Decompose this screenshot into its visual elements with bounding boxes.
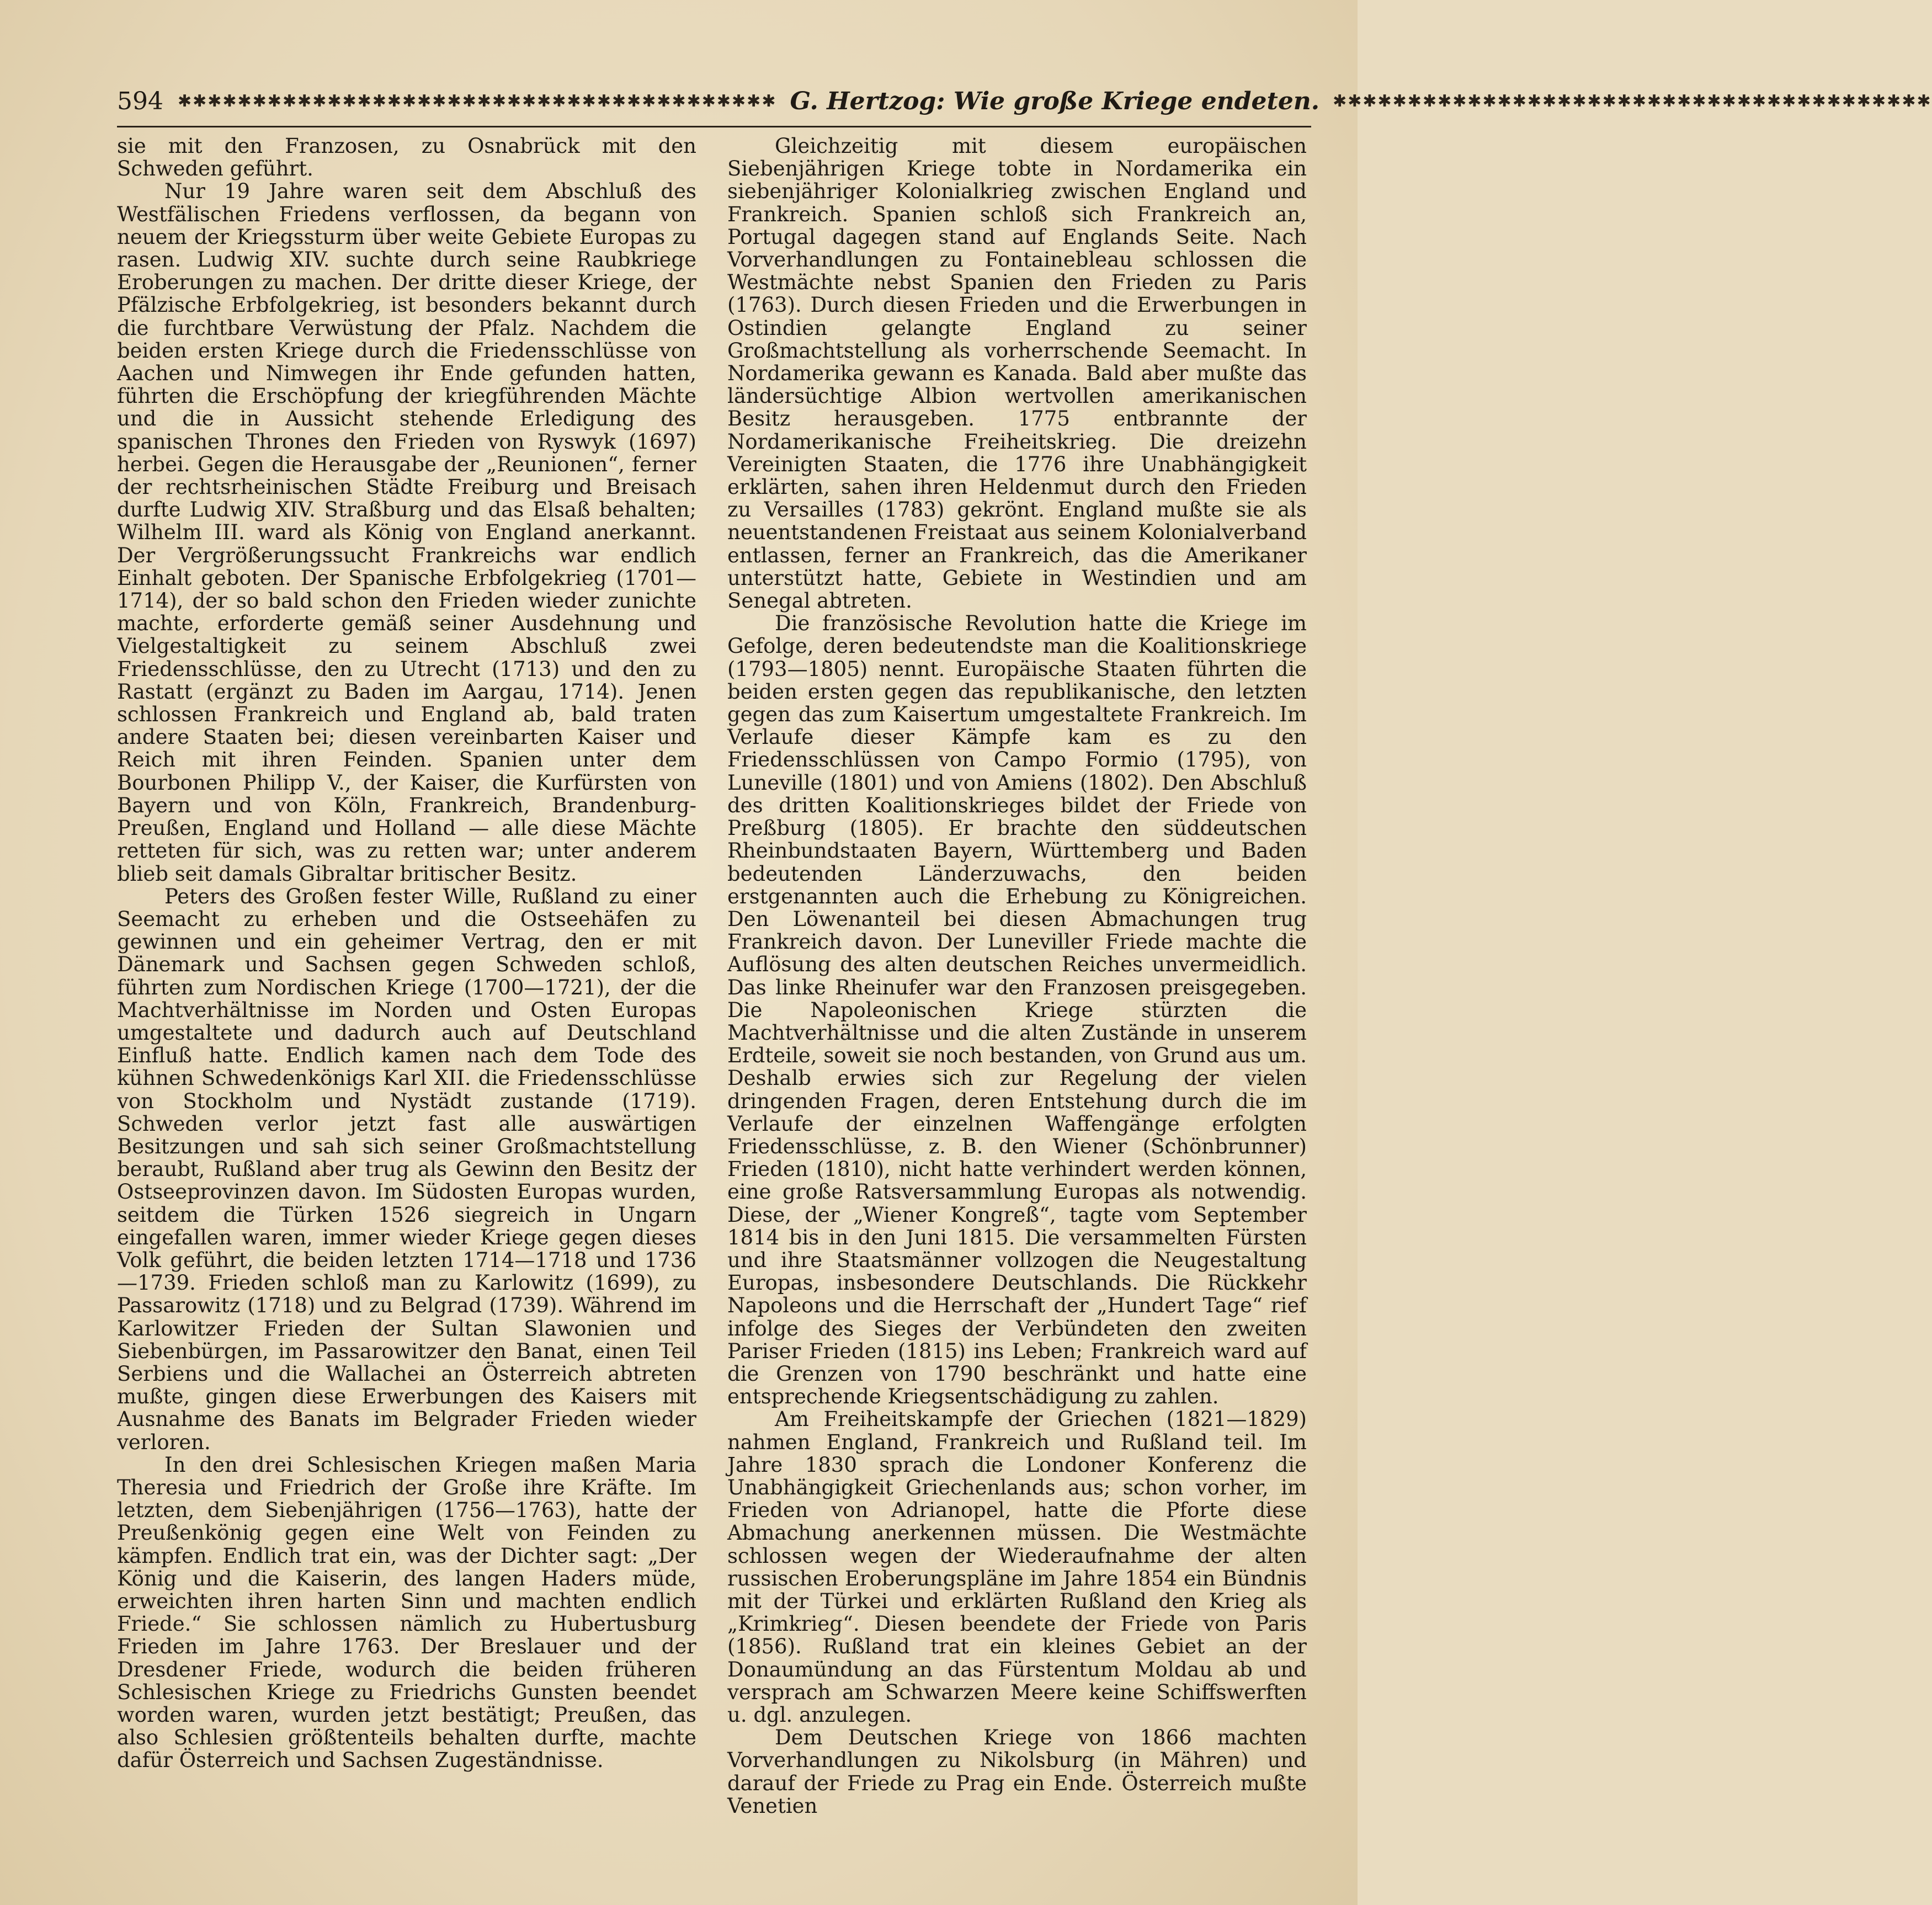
paragraph: Gleichzeitig mit diesem europäischen Siebenjährigen Kriege tobte in Nordamerika ein siebenjähriger Kolonialkrieg zwischen England und Frankreich. Spanien schloß sich Frankreich an, Portugal dagegen stand auf Englands Seite. Nach Vorverhandlungen zu Fontainebleau schlossen die Westmächte nebst Spanien den Frieden zu Paris (1763). Durch diesen Frieden und die Erwerbungen in Ostindien gelangte England zu seiner Großmachtstellung als vorherrschende Seemacht. In Nordamerika gewann es Kanada. Bald aber mußte das ländersüchtige Albion wertvollen amerikanischen Besitz herausgeben. 1775 entbrannte der Nordamerikanische Freiheitskrieg. Die dreizehn Vereinigten Staaten, die 1776 ihre Unabhängigkeit erklärten, sahen ihren Heldenmut durch den Frieden zu Versailles (1783) gekrönt. England mußte sie als neuentstandenen Freistaat aus seinem Kolonialverband entlassen, ferner an Frankreich, das die Amerikaner unterstützt hatte, Gebiete in Westindien und am Senegal abtreten. — [727, 134, 1307, 613]
ornament-rule-left: ✱✱✱✱✱✱✱✱✱✱✱✱✱✱✱✱✱✱✱✱✱✱✱✱✱✱✱✱✱✱✱✱✱✱✱✱✱✱✱✱ — [177, 91, 777, 111]
paragraph: Die französische Revolution hatte die Kriege im Gefolge, deren bedeutendste man die Koalitionskriege (1793—1805) nennt. Europäische Staaten führten die beiden ersten gegen das republikanische, den letzten gegen das zum Kaisertum umgestaltete Frankreich. Im Verlaufe dieser Kämpfe kam es zu den Friedensschlüssen von Campo Formio (1795), von Luneville (1801) und von Amiens (1802). Den Abschluß des dritten Koalitionskrieges bildet der Friede von Preßburg (1805). Er brachte den süddeutschen Rheinbundstaaten Bayern, Württemberg und Baden bedeutenden Länderzuwachs, den beiden erstgenannten auch die Erhebung zu Königreichen. Den Löwenanteil bei diesen Abmachungen trug Frankreich davon. Der Luneviller Friede machte die Auflösung des alten deutschen Reiches unvermeidlich. Das linke Rheinufer war den Franzosen preisgegeben. Die Napoleonischen Kriege stürzten die Machtverhältnisse und die alten Zustände in unserem Erdteile, soweit sie noch bestanden, von Grund aus um. Deshalb erwies sich zur Regelung der vielen dringenden Fragen, deren Entstehung durch die im Verlaufe der einzelnen Waffengänge erfolgten Friedensschlüsse, z. B. den Wiener (Schönbrunner) Frieden (1810), nicht hatte verhindert werden können, eine große Ratsversammlung Europas als notwendig. Diese, der „Wiener Kongreß“, tagte vom September 1814 bis in den Juni 1815. Die versammelten Fürsten und ihre Staatsmänner vollzogen die Neugestaltung Europas, insbesondere Deutschlands. Die Rückkehr Napoleons und die Herrschaft der „Hundert Tage“ rief infolge des Sieges der Verbündeten den zweiten Pariser Frieden (1815) ins Leben; Frankreich ward auf die Grenzen von 1790 beschränkt und hatte eine entsprechende Kriegsentschädigung zu zahlen. — [727, 611, 1307, 1409]
left-column — [117, 135, 696, 1873]
paragraph: Nur 19 Jahre waren seit dem Abschluß des Westfälischen Friedens verflossen, da begann von neuem der Kriegssturm über weite Gebiete Europas zu rasen. Ludwig XIV. suchte durch seine Raubkriege Eroberungen zu machen. Der dritte dieser Kriege, der Pfälzische Erbfolgekrieg, ist besonders bekannt durch die furchtbare Verwüstung der Pfalz. Nachdem die beiden ersten Kriege durch die Friedensschlüsse von Aachen und Nimwegen ihr Ende gefunden hatten, führten die Erschöpfung der kriegführenden Mächte und die in Aussicht stehende Erledigung des spanischen Thrones den Frieden von Ryswyk (1697) herbei. Gegen die Herausgabe der „Reunionen“, ferner der rechtsrheinischen Städte Freiburg und Breisach durfte Ludwig XIV. Straßburg und das Elsaß behalten; Wilhelm III. ward als König von England anerkannt. Der Vergrößerungssucht Frankreichs war endlich Einhalt geboten. Der Spanische Erbfolgekrieg (1701—1714), der so bald schon den Frieden wieder zunichte machte, erforderte gemäß seiner Ausdehnung und Vielgestaltigkeit zu seinem Abschluß zwei Friedensschlüsse, den zu Utrecht (1713) und den zu Rastatt (ergänzt zu Baden im Aargau, 1714). Jenen schlossen Frankreich und England ab, bald traten andere Staaten bei; diesen vereinbarten Kaiser und Reich mit ihren Feinden. Spanien unter dem Bourbonen Philipp V., der Kaiser, die Kurfürsten von Bayern und von Köln, Frankreich, Brandenburg-Preußen, England und Holland — alle diese Mächte retteten für sich, was zu retten war; unter anderem blieb seit damals Gibraltar britischer Besitz. — [117, 179, 696, 886]
paragraph: Peters des Großen fester Wille, Rußland zu einer Seemacht zu erheben und die Ostseehäfen zu gewinnen und ein geheimer Vertrag, den er mit Dänemark und Sachsen gegen Schweden schloß, führten zum Nordischen Kriege (1700—1721), der die Machtverhältnisse im Norden und Osten Europas umgestaltete und dadurch auch auf Deutschland Einfluß hatte. Endlich kamen nach dem Tode des kühnen Schwedenkönigs Karl XII. die Friedensschlüsse von Stockholm und Nystädt zustande (1719). Schweden verlor jetzt fast alle auswärtigen Besitzungen und sah sich seiner Großmachtstellung beraubt, Rußland aber trug als Gewinn den Besitz der Ostseeprovinzen davon. Im Südosten Europas wurden, seitdem die Türken 1526 siegreich in Ungarn eingefallen waren, immer wieder Kriege gegen dieses Volk geführt, die beiden letzten 1714—1718 und 1736—1739. Frieden schloß man zu Karlowitz (1699), zu Passarowitz (1718) und zu Belgrad (1739). Während im Karlowitzer Frieden der Sultan Slawonien und Siebenbürgen, im Passarowitzer den Banat, einen Teil Serbiens und die Wallachei an Österreich abtreten mußte, gingen diese Erwerbungen des Kaisers mit Ausnahme des Banats im Belgrader Frieden wieder verloren. — [117, 884, 696, 1454]
paragraph: sie mit den Franzosen, zu Osnabrück mit den Schweden geführt. — [117, 134, 696, 181]
page-number: 594 — [117, 87, 163, 115]
paragraph: Am Freiheitskampfe der Griechen (1821—1829) nahmen England, Frankreich und Rußland teil. Im Jahre 1830 sprach die Londoner Konferenz die Unabhängigkeit Griechenlands aus; schon vorher, im Frieden von Adrianopel, hatte die Pforte diese Abmachung anerkennen müssen. Die Westmächte schlossen wegen der Wiederaufnahme der alten russischen Eroberungspläne im Jahre 1854 ein Bündnis mit der Türkei und erklärten Rußland den Krieg als „Krimkrieg“. Diesen beendete der Friede von Paris (1856). Rußland trat ein kleines Gebiet an der Donaumündung an das Fürstentum Moldau ab und versprach am Schwarzen Meere keine Schiffswerften u. dgl. anzulegen. — [727, 1407, 1307, 1727]
paragraph: In den drei Schlesischen Kriegen maßen Maria Theresia und Friedrich der Große ihre Kräfte. Im letzten, dem Siebenjährigen (1756—1763), hatte der Preußenkönig gegen eine Welt von Feinden zu kämpfen. Endlich trat ein, was der Dichter sagt: „Der König und die Kaiserin, des langen Haders müde, erweichten ihren harten Sinn und machten endlich Friede.“ Sie schlossen nämlich zu Hubertusburg Frieden im Jahre 1763. Der Breslauer und der Dresdener Friede, wodurch die beiden früheren Schlesischen Kriege zu Friedrichs Gunsten beendet worden waren, wurden jetzt bestätigt; Preußen, das also Schlesien größtenteils behalten durfte, machte dafür Österreich und Sachsen Zugeständnisse. — [117, 1452, 696, 1773]
paragraph: Dem Deutschen Kriege von 1866 machten Vorverhandlungen zu Nikolsburg (in Mähren) und darauf der Friede zu Prag ein Ende. Österreich mußte Venetien — [727, 1726, 1307, 1818]
running-title: G. Hertzog: Wie große Kriege endeten. — [790, 87, 1320, 115]
right-column — [727, 135, 1307, 1873]
running-header — [117, 76, 1932, 127]
ornament-rule-right: ✱✱✱✱✱✱✱✱✱✱✱✱✱✱✱✱✱✱✱✱✱✱✱✱✱✱✱✱✱✱✱✱✱✱✱✱✱✱✱✱ — [1333, 91, 1932, 111]
